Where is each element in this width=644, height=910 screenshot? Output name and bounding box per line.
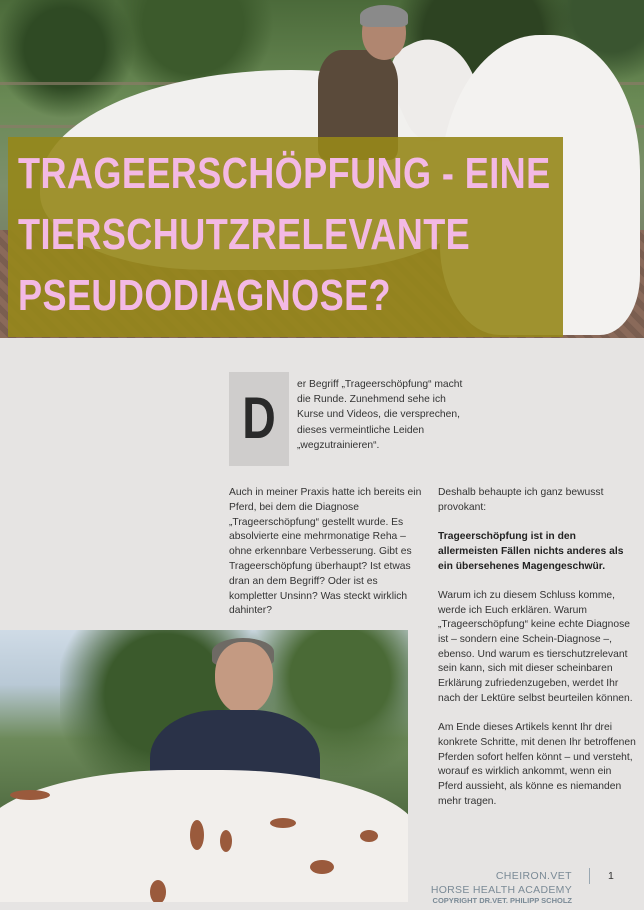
title-line-1: TRAGEERSCHÖPFUNG - EINE [18,149,551,198]
left-paragraph: Auch in meiner Praxis hatte ich bereits ein Pferd, bei dem die Diagnose „Trageerschöpfung“ gestellt wurde. Es absolvierte eine mehrmonatige Reha – ohne erkennbare Verbesserung. Gibt es Trageerschöpfung überhaupt? Ist etwas dran an dem Begriff? Oder ist es kompletter Unsinn? Was steckt wirklich dahinter? [229,487,422,617]
horse-spot [270,818,296,828]
thesis-statement: Trageerschöpfung ist in den allermeisten Fällen nichts anderes als ein übersehenes Magengeschwür. [438,531,624,572]
horse-spot [220,830,232,852]
right-paragraph-1: Deshalb behaupte ich ganz bewusst provokant: [438,487,604,513]
horse-spot [10,790,50,800]
right-paragraph-2: Warum ich zu diesem Schluss komme, werde ich Euch erklären. Warum „Trageerschöpfung“ keine echte Diagnose ist – sondern eine Schein-Diagnose –, ebenso. Und warum es tierschutzrelevant sein kann, sich mit dieser scheinbaren Erklärung zufriedenzugeben, werdet Ihr nach der Lektüre selbst beurteilen können. [438,589,633,704]
drop-cap: D [242,386,276,451]
vet-head [215,642,273,714]
left-column [229,486,424,619]
page-number: 1 [608,870,614,882]
footer-divider [589,868,590,884]
right-column [438,486,638,824]
horse-spot [190,820,204,850]
footer-copyright: COPYRIGHT DR.VET. PHILIPP SCHOLZ [432,896,572,905]
footer-academy: HORSE HEALTH ACADEMY [430,884,572,896]
article-title [18,143,551,326]
horse-spot [150,880,166,902]
veterinarian-hair [360,5,408,27]
intro-paragraph: er Begriff „Trageerschöpfung“ macht die Runde. Zunehmend sehe ich Kurse und Videos, die versprechen, dieses vermeintliche Leiden „wegzutrainieren“. [297,379,463,451]
right-paragraph-3: Am Ende dieses Artikels kennt Ihr drei konkrete Schritte, mit denen Ihr betroffenen Pferden sofort helfen könnt – und versteht, worauf es wirklich ankommt, wenn ein Pferd aussieht, als könne es niemanden mehr tragen. [438,722,636,807]
title-line-3: PSEUDODIAGNOSE? [18,271,392,320]
title-line-2: TIERSCHUTZRELEVANTE [18,210,471,259]
horse-spot [360,830,378,842]
vet-examining-horse-photo [0,630,408,902]
footer-site: CHEIRON.VET [495,870,572,882]
horse-spot [310,860,334,874]
spotted-horse-back [0,770,408,902]
